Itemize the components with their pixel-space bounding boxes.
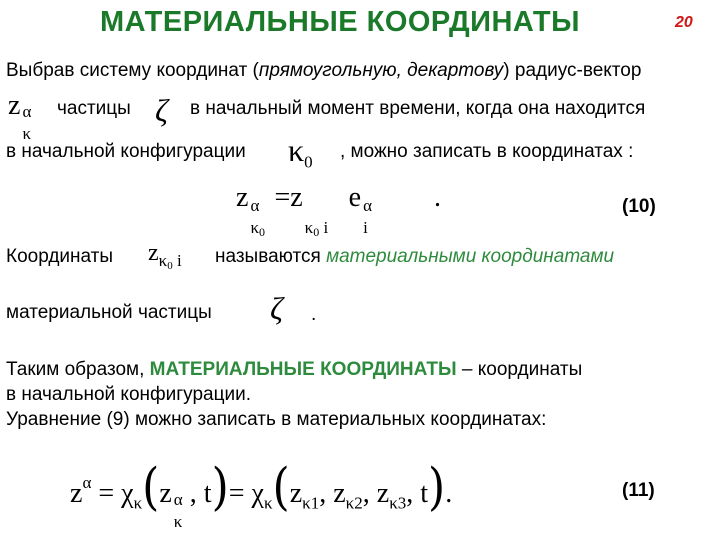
para1-line1-text-a: Выбрав систему координат ( bbox=[6, 60, 259, 81]
equation-10-dot: . bbox=[434, 182, 441, 213]
symbol-kappa0: $\kappa_0$ bbox=[288, 132, 313, 172]
symbol-zeta: ζ bbox=[155, 92, 168, 128]
para3-line1: Таким образом, МАТЕРИАЛЬНЫЕ КООРДИНАТЫ – координаты bbox=[6, 359, 583, 380]
equation-11-number: (11) bbox=[622, 480, 655, 501]
para1-line1 bbox=[6, 60, 641, 82]
para1-line2-a: частицы bbox=[57, 98, 131, 119]
para2-called-line: называются материальными координатами bbox=[215, 246, 615, 267]
equation-11: $z^\alpha = \chi_\kappa(z$ α κ , $t)= \chi_\kappa(z_{\kappa 1}$, $z_{\kappa 2}$, $z_{\kappa 3}$, t). bbox=[70, 458, 453, 531]
para1-line1-text-b: ) радиус-вектор bbox=[503, 60, 642, 81]
slide-title: МАТЕРИАЛЬНЫЕ КООРДИНАТЫ bbox=[100, 6, 581, 38]
material-coordinates-term: материальными координатами bbox=[326, 246, 615, 267]
slide-number: 20 bbox=[675, 14, 693, 31]
para3-line3: Уравнение (9) можно записать в материальных координатах: bbox=[6, 409, 547, 430]
para2-dot: . bbox=[311, 304, 317, 325]
para2-coords-word: Координаты bbox=[6, 246, 114, 267]
equation-10-number: (10) bbox=[622, 196, 656, 217]
para1-line2-b: в начальный момент времени, когда она находится bbox=[190, 98, 646, 119]
equation-10: z α κ0 =z κ0 i e α i bbox=[236, 182, 373, 239]
para1-line1-italic: прямоугольную, декартову bbox=[258, 60, 504, 81]
symbol-zeta-2: ζ bbox=[270, 290, 283, 326]
para1-line3-a: в начальной конфигурации bbox=[6, 141, 246, 162]
para3-line2: в начальной конфигурации. bbox=[6, 384, 251, 405]
symbol-z-kappa0-i: $z_{\kappa 0 i}$ bbox=[148, 240, 182, 272]
symbol-z-alpha-kappa: z α κ bbox=[8, 90, 32, 143]
material-coordinates-caps: МАТЕРИАЛЬНЫЕ КООРДИНАТЫ bbox=[149, 359, 457, 380]
para2-particle: материальной частицы bbox=[6, 302, 212, 323]
para1-line3-b: , можно записать в координатах : bbox=[340, 141, 634, 162]
